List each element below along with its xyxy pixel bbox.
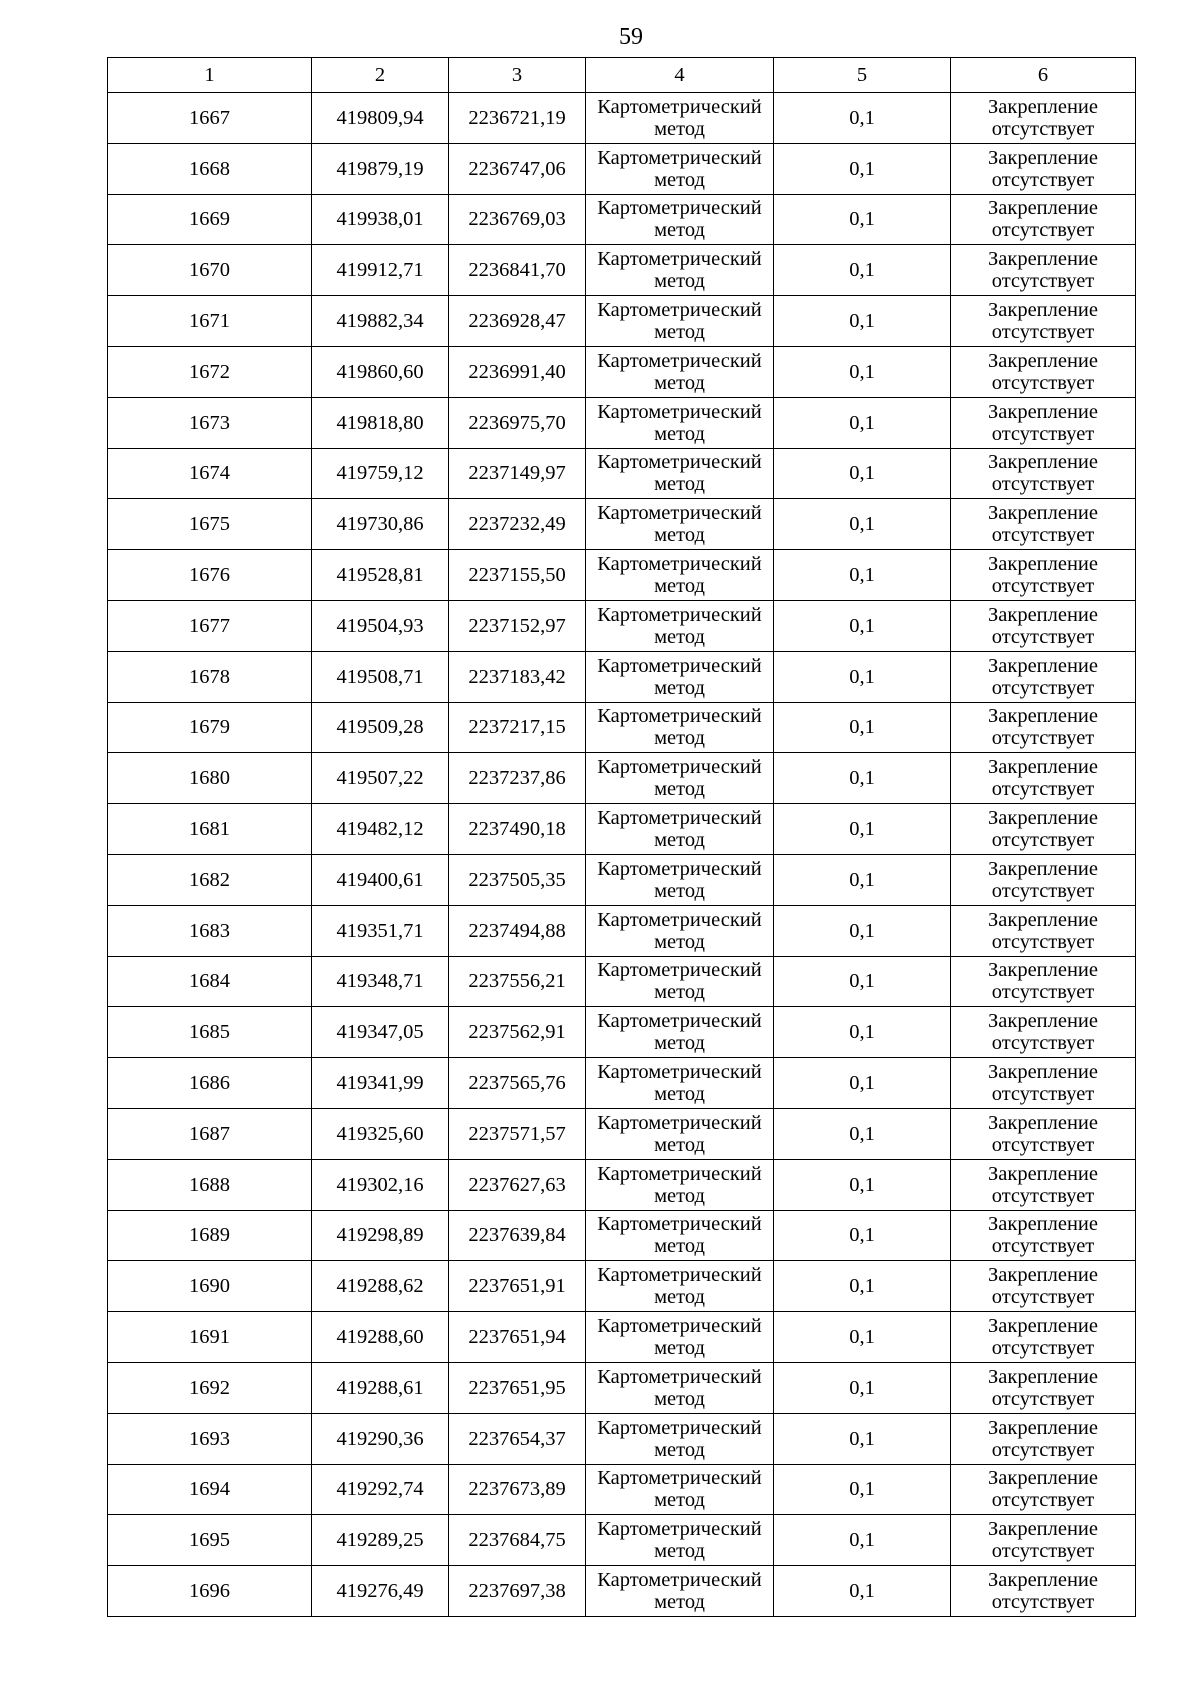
y-coordinate-cell: 2237505,35 [449, 854, 586, 905]
point-number-cell: 1682 [108, 854, 312, 905]
table-row [108, 245, 1136, 296]
x-coordinate-cell: 419507,22 [312, 753, 449, 804]
y-coordinate-cell: 2237556,21 [449, 956, 586, 1007]
fixing-description-cell: Закрепление отсутствует [951, 1464, 1136, 1515]
table-row [108, 1108, 1136, 1159]
accuracy-cell: 0,1 [774, 550, 951, 601]
method-cell: Картометрический метод [586, 143, 774, 194]
accuracy-cell: 0,1 [774, 702, 951, 753]
table-row [108, 397, 1136, 448]
table-row [108, 651, 1136, 702]
x-coordinate-cell: 419351,71 [312, 905, 449, 956]
y-coordinate-cell: 2237237,86 [449, 753, 586, 804]
method-cell: Картометрический метод [586, 1464, 774, 1515]
accuracy-cell: 0,1 [774, 854, 951, 905]
fixing-description-cell: Закрепление отсутствует [951, 1058, 1136, 1109]
y-coordinate-cell: 2237232,49 [449, 499, 586, 550]
method-cell: Картометрический метод [586, 245, 774, 296]
y-coordinate-cell: 2236928,47 [449, 296, 586, 347]
fixing-description-cell: Закрепление отсутствует [951, 651, 1136, 702]
table-row [108, 1464, 1136, 1515]
point-number-cell: 1672 [108, 346, 312, 397]
point-number-cell: 1677 [108, 600, 312, 651]
method-cell: Картометрический метод [586, 1362, 774, 1413]
method-cell: Картометрический метод [586, 1058, 774, 1109]
x-coordinate-cell: 419289,25 [312, 1515, 449, 1566]
method-cell: Картометрический метод [586, 753, 774, 804]
point-number-cell: 1696 [108, 1566, 312, 1617]
fixing-description-cell: Закрепление отсутствует [951, 600, 1136, 651]
x-coordinate-cell: 419325,60 [312, 1108, 449, 1159]
table-header-row [108, 58, 1136, 93]
fixing-description-cell: Закрепление отсутствует [951, 296, 1136, 347]
point-number-cell: 1690 [108, 1261, 312, 1312]
y-coordinate-cell: 2236841,70 [449, 245, 586, 296]
y-coordinate-cell: 2237651,95 [449, 1362, 586, 1413]
table-row [108, 550, 1136, 601]
x-coordinate-cell: 419860,60 [312, 346, 449, 397]
accuracy-cell: 0,1 [774, 804, 951, 855]
x-coordinate-cell: 419292,74 [312, 1464, 449, 1515]
fixing-description-cell: Закрепление отсутствует [951, 448, 1136, 499]
table-row [108, 194, 1136, 245]
accuracy-cell: 0,1 [774, 956, 951, 1007]
table-row [108, 93, 1136, 144]
point-number-cell: 1676 [108, 550, 312, 601]
accuracy-cell: 0,1 [774, 499, 951, 550]
table-body [108, 93, 1136, 1617]
fixing-description-cell: Закрепление отсутствует [951, 346, 1136, 397]
x-coordinate-cell: 419809,94 [312, 93, 449, 144]
x-coordinate-cell: 419276,49 [312, 1566, 449, 1617]
table-row [108, 296, 1136, 347]
accuracy-cell: 0,1 [774, 194, 951, 245]
fixing-description-cell: Закрепление отсутствует [951, 143, 1136, 194]
x-coordinate-cell: 419347,05 [312, 1007, 449, 1058]
table-row [108, 1007, 1136, 1058]
method-cell: Картометрический метод [586, 600, 774, 651]
point-number-cell: 1684 [108, 956, 312, 1007]
x-coordinate-cell: 419504,93 [312, 600, 449, 651]
method-cell: Картометрический метод [586, 93, 774, 144]
column-header-1: 1 [108, 58, 312, 93]
accuracy-cell: 0,1 [774, 296, 951, 347]
accuracy-cell: 0,1 [774, 1413, 951, 1464]
method-cell: Картометрический метод [586, 804, 774, 855]
x-coordinate-cell: 419912,71 [312, 245, 449, 296]
accuracy-cell: 0,1 [774, 1159, 951, 1210]
method-cell: Картометрический метод [586, 499, 774, 550]
point-number-cell: 1694 [108, 1464, 312, 1515]
accuracy-cell: 0,1 [774, 143, 951, 194]
y-coordinate-cell: 2237562,91 [449, 1007, 586, 1058]
x-coordinate-cell: 419290,36 [312, 1413, 449, 1464]
table-row [108, 804, 1136, 855]
point-number-cell: 1668 [108, 143, 312, 194]
point-number-cell: 1678 [108, 651, 312, 702]
table-row [108, 702, 1136, 753]
x-coordinate-cell: 419818,80 [312, 397, 449, 448]
x-coordinate-cell: 419288,62 [312, 1261, 449, 1312]
fixing-description-cell: Закрепление отсутствует [951, 245, 1136, 296]
accuracy-cell: 0,1 [774, 1566, 951, 1617]
coordinates-table [107, 57, 1136, 1617]
point-number-cell: 1681 [108, 804, 312, 855]
column-header-6: 6 [951, 58, 1136, 93]
point-number-cell: 1691 [108, 1312, 312, 1363]
table-row [108, 448, 1136, 499]
point-number-cell: 1673 [108, 397, 312, 448]
fixing-description-cell: Закрепление отсутствует [951, 905, 1136, 956]
y-coordinate-cell: 2236769,03 [449, 194, 586, 245]
method-cell: Картометрический метод [586, 1515, 774, 1566]
method-cell: Картометрический метод [586, 702, 774, 753]
table-row [108, 1515, 1136, 1566]
fixing-description-cell: Закрепление отсутствует [951, 1566, 1136, 1617]
x-coordinate-cell: 419938,01 [312, 194, 449, 245]
method-cell: Картометрический метод [586, 296, 774, 347]
x-coordinate-cell: 419759,12 [312, 448, 449, 499]
fixing-description-cell: Закрепление отсутствует [951, 499, 1136, 550]
point-number-cell: 1679 [108, 702, 312, 753]
accuracy-cell: 0,1 [774, 1464, 951, 1515]
fixing-description-cell: Закрепление отсутствует [951, 1210, 1136, 1261]
accuracy-cell: 0,1 [774, 397, 951, 448]
table-row [108, 854, 1136, 905]
x-coordinate-cell: 419879,19 [312, 143, 449, 194]
x-coordinate-cell: 419288,60 [312, 1312, 449, 1363]
point-number-cell: 1671 [108, 296, 312, 347]
column-header-2: 2 [312, 58, 449, 93]
fixing-description-cell: Закрепление отсутствует [951, 956, 1136, 1007]
accuracy-cell: 0,1 [774, 1210, 951, 1261]
y-coordinate-cell: 2237639,84 [449, 1210, 586, 1261]
point-number-cell: 1680 [108, 753, 312, 804]
y-coordinate-cell: 2237155,50 [449, 550, 586, 601]
point-number-cell: 1687 [108, 1108, 312, 1159]
table-row [108, 1566, 1136, 1617]
fixing-description-cell: Закрепление отсутствует [951, 1007, 1136, 1058]
method-cell: Картометрический метод [586, 905, 774, 956]
fixing-description-cell: Закрепление отсутствует [951, 753, 1136, 804]
point-number-cell: 1670 [108, 245, 312, 296]
x-coordinate-cell: 419882,34 [312, 296, 449, 347]
point-number-cell: 1693 [108, 1413, 312, 1464]
table-row [108, 1362, 1136, 1413]
y-coordinate-cell: 2237183,42 [449, 651, 586, 702]
fixing-description-cell: Закрепление отсутствует [951, 702, 1136, 753]
method-cell: Картометрический метод [586, 194, 774, 245]
table-row [108, 1159, 1136, 1210]
table-row [108, 1312, 1136, 1363]
y-coordinate-cell: 2237571,57 [449, 1108, 586, 1159]
method-cell: Картометрический метод [586, 1566, 774, 1617]
y-coordinate-cell: 2237684,75 [449, 1515, 586, 1566]
method-cell: Картометрический метод [586, 1261, 774, 1312]
y-coordinate-cell: 2237149,97 [449, 448, 586, 499]
accuracy-cell: 0,1 [774, 1515, 951, 1566]
accuracy-cell: 0,1 [774, 600, 951, 651]
x-coordinate-cell: 419509,28 [312, 702, 449, 753]
method-cell: Картометрический метод [586, 346, 774, 397]
y-coordinate-cell: 2237627,63 [449, 1159, 586, 1210]
fixing-description-cell: Закрепление отсутствует [951, 397, 1136, 448]
y-coordinate-cell: 2237651,94 [449, 1312, 586, 1363]
fixing-description-cell: Закрепление отсутствует [951, 1362, 1136, 1413]
method-cell: Картометрический метод [586, 1007, 774, 1058]
method-cell: Картометрический метод [586, 1413, 774, 1464]
table-row [108, 753, 1136, 804]
accuracy-cell: 0,1 [774, 1108, 951, 1159]
column-header-4: 4 [586, 58, 774, 93]
point-number-cell: 1695 [108, 1515, 312, 1566]
method-cell: Картометрический метод [586, 550, 774, 601]
y-coordinate-cell: 2237490,18 [449, 804, 586, 855]
method-cell: Картометрический метод [586, 1108, 774, 1159]
accuracy-cell: 0,1 [774, 753, 951, 804]
method-cell: Картометрический метод [586, 956, 774, 1007]
accuracy-cell: 0,1 [774, 448, 951, 499]
table-row [108, 1058, 1136, 1109]
y-coordinate-cell: 2236991,40 [449, 346, 586, 397]
accuracy-cell: 0,1 [774, 1312, 951, 1363]
fixing-description-cell: Закрепление отсутствует [951, 1413, 1136, 1464]
fixing-description-cell: Закрепление отсутствует [951, 550, 1136, 601]
x-coordinate-cell: 419482,12 [312, 804, 449, 855]
table-row [108, 143, 1136, 194]
y-coordinate-cell: 2236975,70 [449, 397, 586, 448]
accuracy-cell: 0,1 [774, 1058, 951, 1109]
fixing-description-cell: Закрепление отсутствует [951, 1312, 1136, 1363]
accuracy-cell: 0,1 [774, 1007, 951, 1058]
y-coordinate-cell: 2237697,38 [449, 1566, 586, 1617]
point-number-cell: 1685 [108, 1007, 312, 1058]
y-coordinate-cell: 2236747,06 [449, 143, 586, 194]
x-coordinate-cell: 419288,61 [312, 1362, 449, 1413]
point-number-cell: 1674 [108, 448, 312, 499]
point-number-cell: 1686 [108, 1058, 312, 1109]
table-row [108, 1210, 1136, 1261]
column-header-5: 5 [774, 58, 951, 93]
method-cell: Картометрический метод [586, 651, 774, 702]
y-coordinate-cell: 2237654,37 [449, 1413, 586, 1464]
accuracy-cell: 0,1 [774, 651, 951, 702]
y-coordinate-cell: 2237651,91 [449, 1261, 586, 1312]
x-coordinate-cell: 419508,71 [312, 651, 449, 702]
table-row [108, 1261, 1136, 1312]
y-coordinate-cell: 2237494,88 [449, 905, 586, 956]
fixing-description-cell: Закрепление отсутствует [951, 854, 1136, 905]
x-coordinate-cell: 419341,99 [312, 1058, 449, 1109]
accuracy-cell: 0,1 [774, 346, 951, 397]
accuracy-cell: 0,1 [774, 245, 951, 296]
column-header-3: 3 [449, 58, 586, 93]
accuracy-cell: 0,1 [774, 905, 951, 956]
fixing-description-cell: Закрепление отсутствует [951, 93, 1136, 144]
method-cell: Картометрический метод [586, 448, 774, 499]
fixing-description-cell: Закрепление отсутствует [951, 1261, 1136, 1312]
y-coordinate-cell: 2237152,97 [449, 600, 586, 651]
x-coordinate-cell: 419730,86 [312, 499, 449, 550]
method-cell: Картометрический метод [586, 1312, 774, 1363]
page-number: 59 [619, 24, 643, 50]
point-number-cell: 1688 [108, 1159, 312, 1210]
fixing-description-cell: Закрепление отсутствует [951, 194, 1136, 245]
method-cell: Картометрический метод [586, 397, 774, 448]
x-coordinate-cell: 419400,61 [312, 854, 449, 905]
table-row [108, 905, 1136, 956]
x-coordinate-cell: 419302,16 [312, 1159, 449, 1210]
point-number-cell: 1669 [108, 194, 312, 245]
y-coordinate-cell: 2236721,19 [449, 93, 586, 144]
accuracy-cell: 0,1 [774, 1362, 951, 1413]
fixing-description-cell: Закрепление отсутствует [951, 1108, 1136, 1159]
table-row [108, 600, 1136, 651]
x-coordinate-cell: 419528,81 [312, 550, 449, 601]
point-number-cell: 1683 [108, 905, 312, 956]
y-coordinate-cell: 2237217,15 [449, 702, 586, 753]
point-number-cell: 1675 [108, 499, 312, 550]
fixing-description-cell: Закрепление отсутствует [951, 804, 1136, 855]
accuracy-cell: 0,1 [774, 1261, 951, 1312]
table-row [108, 499, 1136, 550]
accuracy-cell: 0,1 [774, 93, 951, 144]
table-row [108, 1413, 1136, 1464]
x-coordinate-cell: 419348,71 [312, 956, 449, 1007]
method-cell: Картометрический метод [586, 1210, 774, 1261]
y-coordinate-cell: 2237565,76 [449, 1058, 586, 1109]
fixing-description-cell: Закрепление отсутствует [951, 1515, 1136, 1566]
table-row [108, 956, 1136, 1007]
point-number-cell: 1692 [108, 1362, 312, 1413]
point-number-cell: 1667 [108, 93, 312, 144]
point-number-cell: 1689 [108, 1210, 312, 1261]
y-coordinate-cell: 2237673,89 [449, 1464, 586, 1515]
fixing-description-cell: Закрепление отсутствует [951, 1159, 1136, 1210]
table-row [108, 346, 1136, 397]
method-cell: Картометрический метод [586, 1159, 774, 1210]
x-coordinate-cell: 419298,89 [312, 1210, 449, 1261]
method-cell: Картометрический метод [586, 854, 774, 905]
